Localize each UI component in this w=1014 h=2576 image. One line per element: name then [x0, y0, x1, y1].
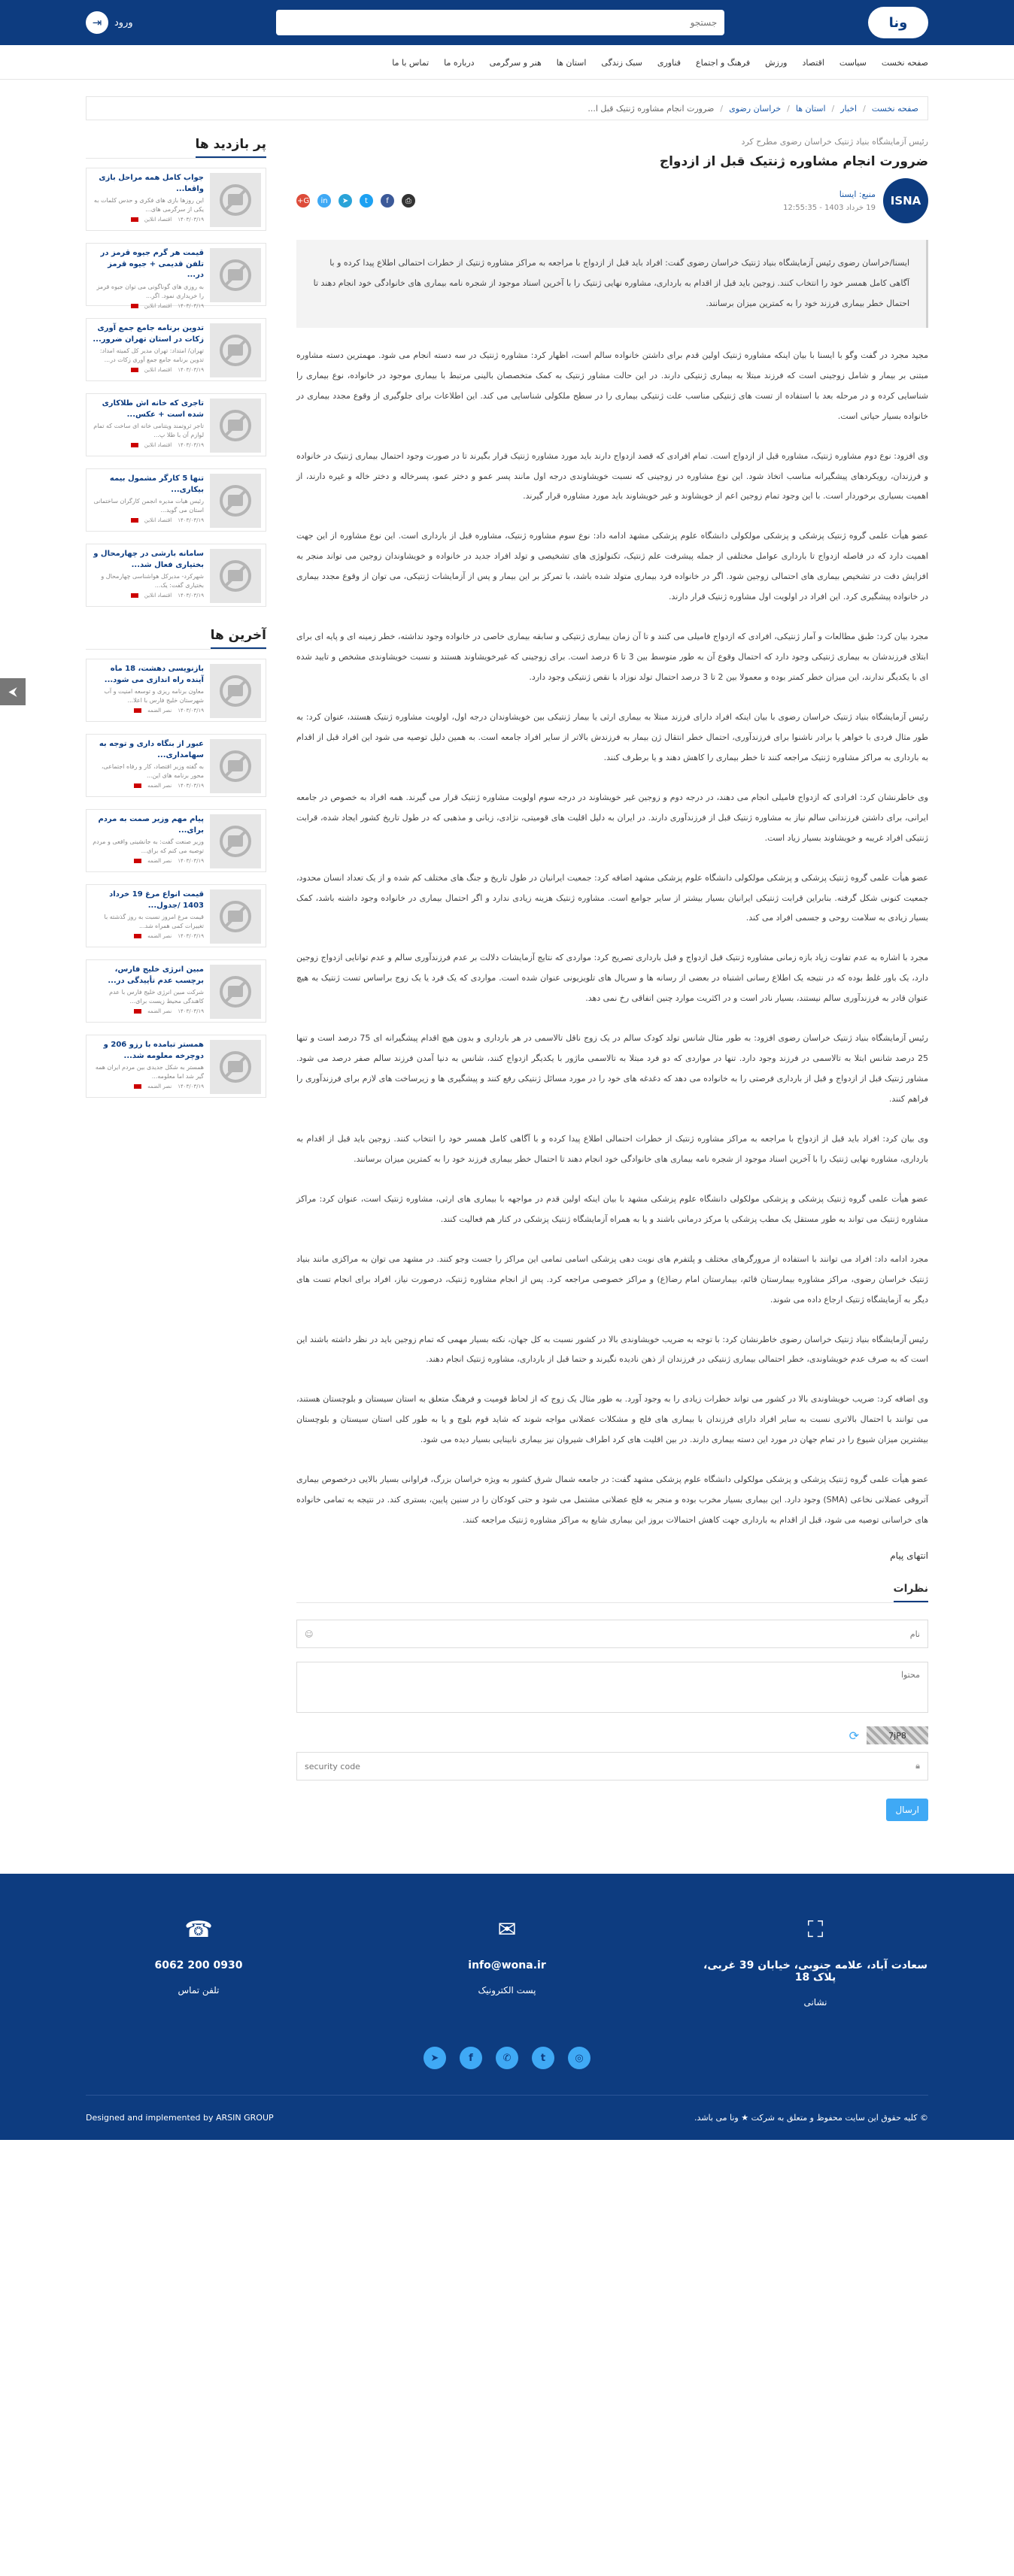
agency-info [783, 178, 928, 223]
telegram-icon[interactable]: ➤ [339, 194, 352, 208]
article-paragraph: وی خاطرنشان کرد: افرادی که ازدواج فامیلی انجام می دهند، در درجه دوم و زوجین غیر خویشاوند در درجه سوم اولویت مشاوره ژنتیک قرار می گیرند. همه افراد به خصوص در جامعه ایرانی، برای داشتن فرزندانی سالم نیاز به مشاوره ژنتیک قبل از فرزندآوری دارند. در ایران به دلیل اقلیت های قومیتی، نژادی، زبانی و مذهبی که در طول تاریخ کشور ایجاد شده، قرابت ژنتیکی افراد غریبه و خویشاوند بسیار زیاد است. [296, 792, 928, 843]
sidebar-news-card[interactable] [86, 734, 266, 797]
comments-title: نظرات [894, 1583, 928, 1602]
card-source: نصر الضمه [147, 1083, 172, 1089]
name-input[interactable] [313, 1629, 920, 1639]
card-summary: همستر به شکل جدیدی بین مردم ایران همه گیر شد اما معلومه... [95, 1064, 204, 1080]
source-flag-icon [131, 518, 138, 523]
login-label: ورود [114, 17, 133, 29]
sidebar-news-card[interactable] [86, 544, 266, 607]
card-title[interactable]: تاجری که خانه اش طلاکاری شده است + عکس... [102, 399, 204, 419]
card-date: ۱۴۰۳/۰۳/۱۹ [178, 517, 204, 523]
article-paragraph: عضو هیأت علمی گروه ژنتیک پزشکی و پزشکی مولکولی دانشگاه علوم پزشکی مشهد اضافه کرد: جمعیت ایرانیان در طول تاریخ و جنگ های مختلف کم شده و از یک تعداد انسان محدود، جمعیت کنونی شکل گرفته. بنابراین قرابت ژنتیکی ایرانیان بسیار بیشتر از سایر جوامع است. مشاوره ژنتیک هزینه زیادی ندارد و اگر احتمال بیماری در خانواده وجود داشته باشد، کمک بسیار زیادی به سلامت روحی و جسمی افراد می کند. [296, 872, 928, 923]
card-summary: معاون برنامه ریزی و توسعه امنیت و آب شهرستان خلیج فارس با اعلا... [104, 688, 204, 704]
card-meta [91, 442, 204, 448]
card-title[interactable]: همستر تبامده با رزو 206 و دوچرخه معلومه شد... [103, 1041, 204, 1060]
card-date: ۱۴۰۳/۰۳/۱۹ [178, 1008, 204, 1014]
address-value: سعادت آباد، علامه جنوبی، خیابان 39 غربی، پلاک 18 [703, 1959, 927, 1984]
card-source: اقتصاد انلاین [144, 302, 172, 309]
security-code-input[interactable] [305, 1762, 915, 1771]
card-summary: این روزها بازی های فکری و حدس کلمات به یکی از سرگرمی های... [93, 197, 204, 213]
breadcrumb-separator: / [831, 103, 835, 114]
sidebar [86, 137, 266, 1110]
card-meta [91, 217, 204, 223]
article-source[interactable]: منبع: ایسنا [839, 189, 876, 199]
end-of-article: انتهای پیام [890, 1550, 928, 1561]
article-paragraph: مجید مجرد در گفت وگو با ایسنا با بیان اینکه مشاوره ژنتیک اولین قدم برای داشتن خانواده سالم است، اظهار کرد: مشاوره ژنتیک در سه دسته انجام می شود. مهمترین دسته مشاوره مبتنی بر بیمار و شامل زوجینی است که فرزند مبتلا به بیماری ژنتیکی دارند. در این حالت مشاور ژنتیک به کمک متخصصان بالینی مرتبط با بیماری موجود در خانواده، نوع بیماری را شناسایی کرده و در مرحله بعد با استفاده از تست های ژنتیکی مناسب علت ژنتیکی بیماری را در سطح ملکولی شناسایی می کند. این اطلاعات برای جلوگیری از وقوع مجدد بیماری در خانواده بسیار حیاتی است. [296, 350, 928, 421]
source-flag-icon [134, 859, 141, 863]
article-paragraph: وی افزود: نوع دوم مشاوره ژنتیک، مشاوره قبل از ازدواج است. تمام افرادی که قصد ازدواج دارند باید مورد مشاوره ژنتیک قرار بگیرند تا در صورت وجود احتمال بیماری ژنتیک در خانواده و فرزندان، رویکردهای پیشگیرانه مناسب اتخاذ شود. این نوع مشاوره در زوجینی که نسبت خویشاوندی درجه اول مانند پسر عمو و دختر عمو، پسرخاله و دختر خاله و غیره دارند، از اهمیت بسیاری برخوردار است. با این وجود تمام زوجین اعم از خویشاوند و غیر خویشاوند باید مورد مشاوره قرار گیرند. [296, 450, 928, 502]
card-date: ۱۴۰۳/۰۳/۱۹ [178, 1083, 204, 1089]
card-date: ۱۴۰۳/۰۳/۱۹ [178, 708, 204, 714]
phone-icon: ☎ [184, 1916, 213, 1943]
article-paragraph: مجرد بیان کرد: طبق مطالعات و آمار ژنتیکی، افرادی که ازدواج فامیلی می کنند و تا آن زمان بیماری ژنتیکی و سابقه بیماری خاصی در خانواده وجود نداشته، خطر زمینه ای و پایه ای برای ابتلای فرزندشان به بیماری ژنتیکی وجود دارد که احتمال وقوع آن به طور متوسط بین 3 تا 6 درصد است. برای زوجینی که غیرخویشاوند هستند و نسبت خویشاوندی مشخص و تایید شده ای با یکدیگر ندارند، این میزان خطر کمتر بوده و معمولا بین 2 تا 3 درصد احتمال تولد نوزاد با نقص ژنتیکی وجود دارد. [296, 632, 929, 682]
card-summary: رئیس هیات مدیره انجمن کارگران ساختمانی استان می گوید... [93, 498, 204, 514]
card-summary: تاجر ثروتمند ویتنامی خانه ای ساخت که تمام لوازم آن با طلا پ... [93, 423, 204, 438]
sidebar-news-card[interactable] [86, 884, 266, 947]
card-meta [91, 367, 204, 373]
nav-item-technology[interactable]: فناوری [657, 57, 682, 68]
nav-item-economy[interactable]: اقتصاد [802, 57, 824, 68]
sidebar-news-card[interactable] [86, 659, 266, 722]
submit-comment-button[interactable]: ارسال [886, 1799, 928, 1821]
no-image-icon [210, 814, 261, 868]
breadcrumb-current: ضرورت انجام مشاوره ژنتیک قبل ا... [587, 103, 715, 114]
email-value[interactable]: info@wona.ir [468, 1959, 546, 1971]
card-meta [91, 708, 204, 714]
site-footer [0, 1874, 1014, 2140]
card-source: نصر الضمه [147, 858, 172, 864]
whatsapp-icon[interactable]: ✆ [496, 2047, 518, 2069]
card-summary: قیمت مرغ امروز نسبت به روز گذشته با تغییرات کمی همراه شد... [104, 914, 204, 929]
card-source: نصر الضمه [147, 708, 172, 714]
card-summary: به روزی های گوناگونی می توان جیوه قرمز را خریداری نمود. اگر... [96, 283, 204, 299]
card-summary: شهرکرد- مدیرکل هواشناسی چهارمحال و بختیاری گفت: یک... [101, 573, 204, 589]
article-paragraph: عضو هیأت علمی گروه ژنتیک پزشکی و پزشکی مولکولی دانشگاه علوم پزشکی مشهد ادامه داد: نوع سوم مشاوره ژنتیک، مشاوره قبل از بارداری است. این نوع مشاوره از این جهت اهمیت دارد که در فاصله ازدواج تا بارداری عوامل مختلفی از جمله پیشرفت علم ژنتیک، تکنولوژی های تشخیصی و تولد افراد جدید در خانواده و خویشاوندان زوجین می تواند منجر به افزایش دقت در تشخیص بیماری های احتمالی زوجین شود. اگر در خانواده فرد بیماری متولد شده باشد، با تمرکز بر این بیمار و پس از آزمایشات ژنتیکی، می توان از وقوع مجدد بیماری در خانواده پیشگیری کرد. این افراد در اولویت اول مشاوره ژنتیک قرار دارند. [296, 531, 928, 602]
nav-item-about[interactable]: درباره ما [444, 57, 475, 68]
no-image-icon [210, 248, 261, 302]
divider [296, 1602, 928, 1603]
divider [86, 158, 266, 159]
card-date: ۱۴۰۳/۰۳/۱۹ [178, 592, 204, 599]
email-label: پست الکترونیک [478, 1985, 536, 1996]
card-source: نصر الضمه [147, 783, 172, 789]
card-summary: به گفته وزیر اقتصاد، کار و رفاه اجتماعی، محور برنامه های این... [101, 763, 204, 779]
phone-label: تلفن تماس [178, 1985, 220, 1996]
share-bar [296, 194, 415, 208]
card-date: ۱۴۰۳/۰۳/۱۹ [178, 367, 204, 373]
card-title[interactable]: قیمت هر گرم جیوه قرمز در تلفن قدیمی + جیوه قرمز در... [100, 249, 204, 279]
linkedin-icon[interactable]: in [317, 194, 331, 208]
breadcrumb-separator: / [863, 103, 866, 114]
article-pretitle: رئیس آزمایشگاه بنیاد ژنتیک خراسان رضوی مطرح کرد [741, 137, 928, 147]
card-meta [91, 783, 204, 789]
nav-item-sports[interactable]: ورزش [765, 57, 788, 68]
main-nav [0, 45, 1014, 80]
article-paragraph: وی بیان کرد: افراد باید قبل از ازدواج با مراجعه به مراکز مشاوره ژنتیک از خطرات احتمالی اطلاع پیدا کرده و با آگاهی کامل همسر خود را انتخاب کنند. زوجین باید قبل از اقدام به بارداری، مشاوره نهایی ژنتیک را با آخرین اسناد موجود از شجره نامه بیماری های خانوادگی خود انجام دهند تا احتمال خطر بیماری فرزند خود را به کمترین میزان برسانند. [296, 1133, 928, 1164]
no-image-icon [210, 889, 261, 944]
refresh-icon[interactable]: ⟳ [849, 1728, 859, 1743]
facebook-icon[interactable]: f [381, 194, 394, 208]
map-icon: ⛶ [807, 1916, 824, 1943]
comments-section [296, 1580, 928, 1821]
card-meta [91, 1008, 204, 1014]
breadcrumb-provinces[interactable]: استان ها [795, 103, 826, 114]
card-meta [91, 592, 204, 599]
google-plus-icon[interactable]: G+ [296, 194, 310, 208]
search-box[interactable] [276, 10, 724, 35]
no-image-icon [210, 1040, 261, 1094]
breadcrumb-news[interactable]: اخبار [840, 103, 858, 114]
captcha-image: 7jP8 [867, 1726, 928, 1744]
instagram-icon[interactable]: ◎ [568, 2047, 590, 2069]
site-logo[interactable] [868, 7, 928, 38]
source-flag-icon [134, 708, 141, 713]
article-paragraph: مجرد با اشاره به عدم تفاوت زیاد بازه زمانی مشاوره ژنتیک قبل ازدواج و قبل بارداری تصریح کرد: مواردی که نتایج آزمایشات دلالت بر عدم فرزندآوری سالم و عدم توانایی ازدواج زوجین دارد، یک باور غلط بوده که در نتیجه یک اطلاع رسانی اشتباه در بعضی از رسانه ها و سریال های تلویزیونی عنوان شده است. مواردی که یک فرد یا یک زوج براساس تست ژنتیک به هیچ عنوان قادر به فرزندآوری سالم نیستند، بسیار نادر است و در اکثریت موارد چنین اتفاقی رخ نمی دهد. [296, 953, 928, 1004]
card-title[interactable]: قیمت انواع مرغ 19 خرداد 1403 /جدول... [109, 890, 204, 910]
source-flag-icon [134, 783, 141, 788]
card-source: اقتصاد انلاین [144, 367, 172, 373]
agency-logo: ISNA [883, 178, 928, 223]
article-paragraph: رئیس آزمایشگاه بنیاد ژنتیک خراسان رضوی افزود: به طور مثال شانس تولد کودک سالم در یک زوج ناقل تالاسمی در هر بارداری و بدون هیچ اقدام پیشگیرانه ای 75 درصد است و تنها 25 درصد شانس ابتلا به تالاسمی در فرزند وجود دارد. تنها در مواردی که دو فرد مبتلا به تالاسمی ماژور با یکدیگر ازدواج کنند، شانس به دنیا آمدن فرزند سالم صفر درصد می شود. مشاور ژنتیک قبل از ازدواج و قبل از بارداری فرصتی را به خانواده می دهد که دغدغه های خود را در مورد مسائل ژنتیکی رفع کنند و پیشگیری ها و زیرساخت های لازم برای فرزندآوری را فراهم کنند. [296, 1033, 928, 1104]
nav-item-contact[interactable]: تماس با ما [392, 57, 430, 68]
card-date: ۱۴۰۳/۰۳/۱۹ [178, 858, 204, 864]
source-flag-icon [134, 1009, 141, 1014]
social-links [0, 2047, 1014, 2069]
breadcrumb [86, 96, 928, 120]
sidebar-news-card[interactable] [86, 168, 266, 231]
card-summary: شرکت مبین انرژی خلیج فارس با عدم کاهندگی محیط زیست برای... [109, 989, 204, 1005]
no-image-icon [210, 965, 261, 1019]
card-meta [91, 303, 204, 309]
article-date: 19 خرداد 1403 - 12:55:35 [783, 204, 876, 212]
source-flag-icon [131, 217, 138, 222]
card-title[interactable]: عبور از بنگاه داری و توجه به سهامداری... [99, 740, 204, 759]
footer-address [703, 1911, 928, 2008]
nav-item-lifestyle[interactable]: سبک زندگی [601, 57, 642, 68]
breadcrumb-separator: / [787, 103, 790, 114]
print-icon[interactable]: ⎙ [402, 194, 415, 208]
no-image-icon [210, 739, 261, 793]
user-icon: ☺ [305, 1629, 314, 1639]
search-input[interactable] [284, 17, 717, 28]
card-title[interactable]: سامانه بارشی در چهارمحال و بختیاری فعال شد... [93, 550, 204, 569]
footer-phone [86, 1911, 311, 2008]
top-header [0, 0, 1014, 45]
divider [86, 649, 266, 650]
sidebar-news-card[interactable] [86, 809, 266, 872]
designer-credit[interactable]: Designed and implemented by ARSIN GROUP [86, 2113, 274, 2123]
no-image-icon [210, 474, 261, 528]
card-date: ۱۴۰۳/۰۳/۱۹ [178, 783, 204, 789]
card-source: اقتصاد انلاین [144, 442, 172, 448]
sidebar-news-card[interactable] [86, 468, 266, 532]
lock-icon: 🔒︎ [915, 1761, 920, 1771]
card-date: ۱۴۰۳/۰۳/۱۹ [178, 302, 204, 309]
card-source: اقتصاد انلاین [144, 217, 172, 223]
footer-email [394, 1911, 620, 2008]
card-summary: وزیر صنعت گفت: به جانشینی واقعی و مردم توصیه می کنم که برای... [93, 838, 204, 854]
login-button[interactable] [86, 11, 133, 34]
captcha-row [296, 1726, 928, 1744]
card-meta [91, 858, 204, 864]
card-meta [91, 517, 204, 523]
article-title: ضرورت انجام مشاوره ژنتیک قبل از ازدواج [659, 154, 928, 169]
card-title[interactable]: تنها 5 کارگر مشمول بیمه بیکاری... [109, 474, 204, 494]
card-source: اقتصاد انلاین [144, 592, 172, 599]
email-icon: ✉ [497, 1916, 517, 1943]
sidebar-news-card[interactable] [86, 393, 266, 456]
card-summary: تهران/ امتداد: تهران مدیر کل کمیته امداد: تدوین برنامه جامع جمع آوری زکات در... [99, 347, 204, 363]
nav-item-provinces[interactable]: استان ها [556, 57, 587, 68]
telegram-icon[interactable]: ➤ [424, 2047, 446, 2069]
twitter-icon[interactable]: t [532, 2047, 554, 2069]
source-flag-icon [131, 593, 138, 598]
article-paragraph: رئیس آزمایشگاه بنیاد ژنتیک خراسان رضوی خاطرنشان کرد: با توجه به ضریب خویشاوندی بالا در کشور نسبت به کل جهان، نکته بسیار مهمی که تمام زوجین باید در نظر داشته باشند این است که به صرف عدم خویشاوندی، خطر احتمالی بیماری ژنتیکی در فرزندان از ذهن نادیده نگیرند و حتما قبل از بارداری، مشاوره ژنتیک انجام دهند. [296, 1334, 928, 1365]
source-flag-icon [134, 1084, 141, 1089]
name-field-wrap [296, 1620, 928, 1648]
article-lead: ایسنا/خراسان رضوی رئیس آزمایشگاه بنیاد ژنتیک خراسان رضوی گفت: افراد باید قبل از ازدواج با مراجعه به مراکز مشاوره ژنتیک از خطرات احتمالی اطلاع پیدا کرده و با آگاهی کامل همسر خود را انتخاب کنند. زوجین باید قبل از اقدام به بارداری، مشاوره نهایی ژنتیک را با آخرین اسناد موجود از شجره نامه بیماری های خانوادگی خود انجام دهند تا احتمال خطر بیماری فرزند خود را به کمترین میزان برسانند. [296, 240, 928, 328]
sidebar-news-card[interactable] [86, 959, 266, 1023]
card-date: ۱۴۰۳/۰۳/۱۹ [178, 933, 204, 939]
breadcrumb-separator: / [720, 103, 724, 114]
article-column [296, 137, 928, 1821]
card-title[interactable]: بازنویسی دهشت، 18 ماه آینده راه اندازی می شود... [104, 665, 204, 684]
no-image-icon [210, 399, 261, 453]
comment-textarea[interactable] [305, 1670, 920, 1709]
no-image-icon [210, 664, 261, 718]
scroll-arrow-button[interactable]: ⮜ [0, 678, 26, 705]
card-meta [91, 1083, 204, 1089]
facebook-icon[interactable]: f [460, 2047, 482, 2069]
article-paragraph: عضو هیأت علمی گروه ژنتیک پزشکی و پزشکی مولکولی دانشگاه علوم پزشکی مشهد گفت: در جامعه شمال شرق کشور به ویژه خراسان بزرگ، فراوانی بسیار بالایی درخصوص بیماری آتروفی عضلانی نخاعی (SMA) وجود دارد. این بیماری بسیار مخرب بوده و منجر به فلج عضلانی مشتمل می شود و حتی کودکان را در سنین پایین، بستری کند. در نتیجه به تمامی خانواده های خراسانی توصیه می شود، قبل از اقدام به بارداری جهت کاهش احتمالات بروز این بیماری شایع به مراکز مشاوره ژنتیک مراجعه کنند. [296, 1474, 928, 1526]
no-image-icon [210, 173, 261, 227]
source-flag-icon [131, 304, 138, 308]
article-paragraph: رئیس آزمایشگاه بنیاد ژنتیک خراسان رضوی با بیان اینکه افراد دارای فرزند مبتلا به بیماری ارثی یا بیمار ژنتیکی بین خویشاوندان درجه اول، اولویت مشاوره ژنتیک هستند، عنوان کرد: به طور مثال فردی با خواهر یا برادر ناشنوا برای فرزندآوری، احتمال خطر انتقال ژن بیمار به فرزندش بالاتر از سایر افراد جامعه است. به همین دلیل توصیه می شود این افراد قبل از اقدام به بارداری به مراکز مشاوره ژنتیک مراجعه کنند تا خطر بیماری را کاهش دهند و یا برطرف کنند. [296, 711, 928, 762]
nav-item-culture[interactable]: فرهنگ و اجتماع [696, 57, 751, 68]
card-title[interactable]: تدوین برنامه جامع جمع آوری زکات در استان تهران ضرور... [93, 324, 204, 344]
breadcrumb-home[interactable]: صفحه نخست [871, 103, 918, 114]
address-label: نشانی [803, 1997, 827, 2008]
latest-list [86, 659, 266, 1098]
card-source: اقتصاد انلاین [144, 517, 172, 523]
source-flag-icon [134, 934, 141, 938]
no-image-icon [210, 323, 261, 377]
article-paragraph: مجرد ادامه داد: افراد می توانند با استفاده از مرورگرهای مختلف و پلتفرم های نوبت دهی پزشکی اسامی تمامی این مراکز را جست وجو کنند. در مشهد می توان به مراکزی مانند بنیاد ژنتیک خراسان رضوی، مراکز مشاوره بیمارستان قائم، بیمارستان امام رضا(ع) و مراکز خصوصی مراجعه کرد. پس از انجام مشاوره ژنتیک، درصورت نیاز، افراد برای انجام تست های دیگر به آزمایشگاه ژنتیک ارجاع داده می شوند. [296, 1253, 928, 1305]
sidebar-news-card[interactable] [86, 318, 266, 381]
copyright-text: © کلیه حقوق این سایت محفوظ و متعلق به شرکت ★ ونا می باشد. [694, 2113, 928, 2123]
card-source: نصر الضمه [147, 933, 172, 939]
article-paragraph: عضو هیأت علمی گروه ژنتیک پزشکی و پزشکی مولکولی دانشگاه علوم پزشکی مشهد با بیان اینکه اولین قدم در مواجهه با بیماری های ارثی، مشاوره ژنتیک است، عنوان کرد: مراکز مشاوره ژنتیک می تواند به طور مستقل یک مطب پزشکی یا مرکز درمانی باشند و یا به همراه آزمایشگاه ژنتیک پزشکی در کنار هم فعالیت کنند. [296, 1193, 928, 1224]
sidebar-news-card[interactable] [86, 243, 266, 309]
card-source: نصر الضمه [147, 1008, 172, 1014]
card-date: ۱۴۰۳/۰۳/۱۹ [178, 442, 204, 448]
breadcrumb-khorasan[interactable]: خراسان رضوی [729, 103, 782, 114]
login-icon: ⇥ [86, 11, 108, 34]
card-title[interactable]: پیام مهم وزیر صمت به مردم برای... [98, 815, 204, 835]
nav-item-politics[interactable]: سیاست [839, 57, 867, 68]
card-title[interactable]: جواب کامل همه مراحل بازی واقعا... [99, 174, 204, 193]
content-field-wrap [296, 1662, 928, 1713]
article-paragraph: وی اضافه کرد: ضریب خویشاوندی بالا در کشور می تواند خطرات زیادی را به وجود آورد. به طور مثال یک زوج که از لحاظ قومیت و فرهنگ متعلق به استان سیستان و بلوچستان هستند، می توانند با احتمال بالاتری نسبت به سایر افراد دارای فرزندان با بیماری های فلج و مشکلات عضلانی مواجه شوند که شاید قوم بلوچ و یا به طور کلی استان سیستان و بلوچستان بیشترین میزان شیوع را در تمام جهان در مورد این دسته بیماری دارند. در بین اقلیت های کرد اطراف شیروان نیز بیماری نابینایی بسیار دیده می شود. [296, 1394, 928, 1445]
source-flag-icon [131, 443, 138, 447]
no-image-icon [210, 549, 261, 603]
sidebar-news-card[interactable] [86, 1035, 266, 1098]
twitter-icon[interactable]: t [360, 194, 373, 208]
card-date: ۱۴۰۳/۰۳/۱۹ [178, 217, 204, 223]
source-flag-icon [131, 368, 138, 372]
latest-title: آخرین ها [211, 628, 266, 649]
security-field-wrap [296, 1752, 928, 1780]
popular-list [86, 168, 266, 607]
nav-item-home[interactable]: صفحه نخست [881, 57, 928, 68]
article-body [296, 346, 928, 1531]
logo-mark: ونا [868, 7, 928, 38]
nav-item-art[interactable]: هنر و سرگرمی [489, 57, 542, 68]
card-title[interactable]: مبین انرژی خلیج فارس، برچسب عدم تأییدگی در... [108, 965, 204, 985]
phone-value[interactable]: 0930 200 6062 [154, 1959, 243, 1971]
popular-title: پر بازدید ها [196, 137, 266, 158]
card-meta [91, 933, 204, 939]
